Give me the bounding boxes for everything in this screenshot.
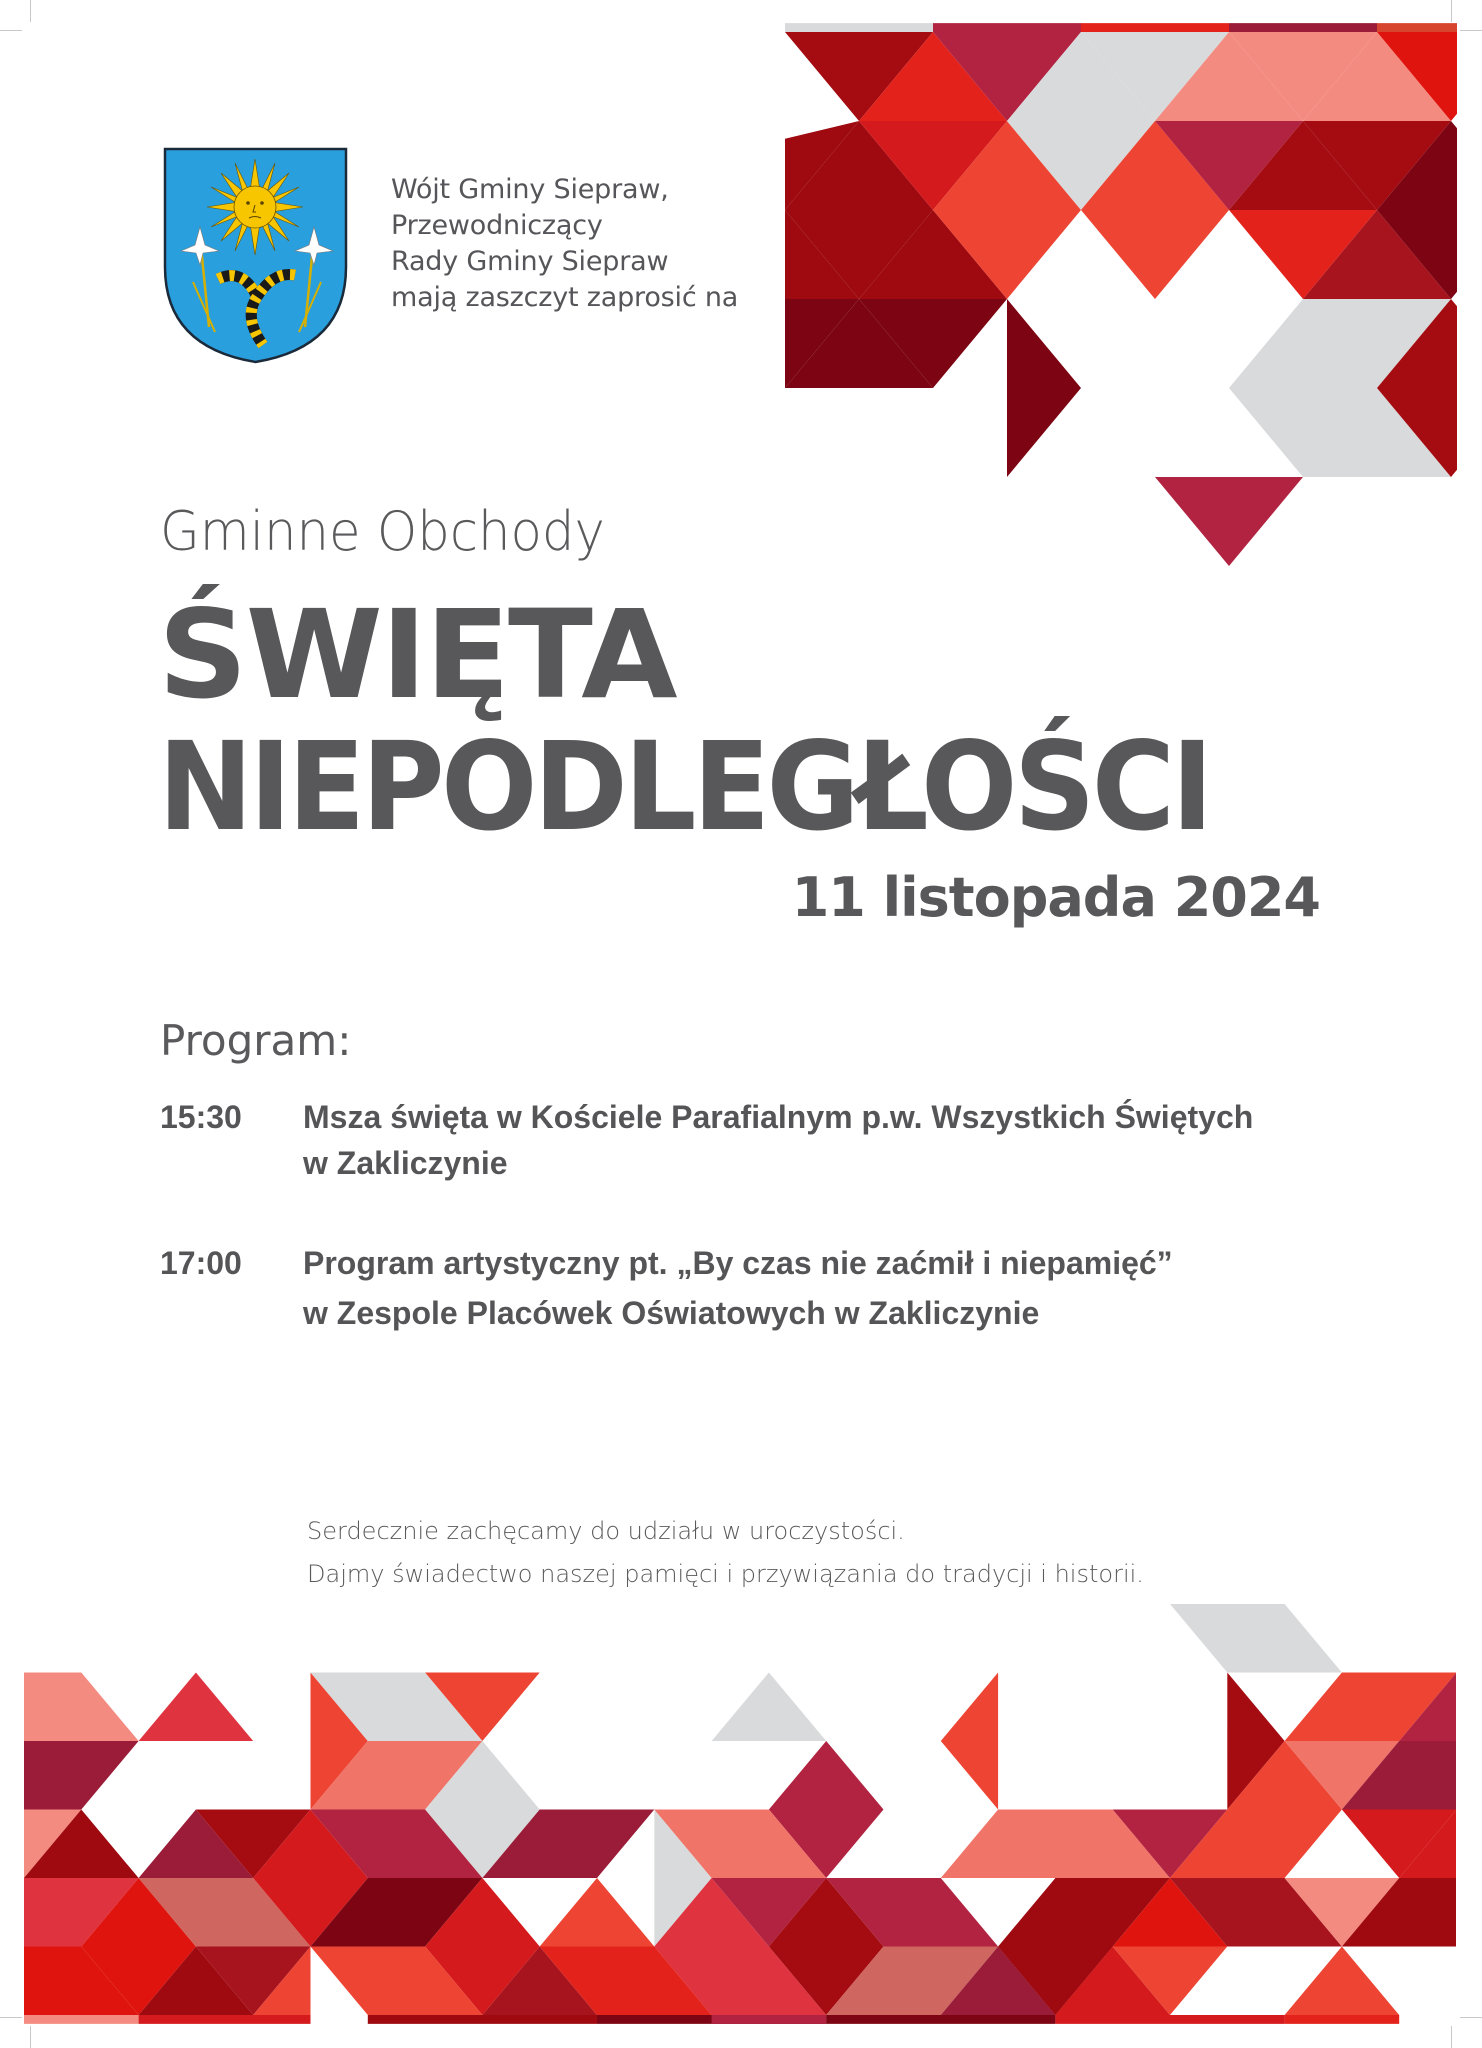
mosaic-triangle — [826, 2015, 1055, 2024]
mosaic-triangle — [1342, 1741, 1482, 1810]
mosaic-triangle — [1229, 299, 1451, 477]
crop-mark-tl-v — [30, 0, 31, 22]
mosaic-triangle — [1229, 32, 1377, 121]
mosaic-triangle — [1007, 32, 1155, 121]
mosaic-triangle — [941, 1810, 1170, 1879]
program-item-line: Program artystyczny pt. „By czas nie zaćmił i niepamięć” — [303, 1245, 1173, 1281]
mosaic-triangle — [311, 1673, 368, 1810]
mosaic-triangle — [1399, 1810, 1482, 1879]
mosaic-triangle — [1170, 1810, 1342, 1879]
mosaic-triangle — [139, 1673, 254, 1742]
mosaic-triangle — [1342, 1878, 1482, 1947]
mosaic-triangle — [1055, 2015, 1284, 2024]
event-date: 11 listopada 2024 — [791, 866, 1320, 929]
mosaic-triangle — [941, 1947, 1056, 2016]
mosaic-triangle — [196, 1947, 311, 2016]
mosaic-triangle — [933, 32, 1081, 121]
mosaic-triangle — [941, 1673, 998, 1810]
program-item-description — [303, 1094, 1253, 1186]
mosaic-triangle — [785, 210, 933, 299]
invitation-line: Rady Gminy Siepraw — [391, 246, 669, 277]
mosaic-triangle — [785, 299, 859, 388]
mosaic-triangle — [1155, 121, 1303, 210]
mosaic-triangle — [139, 1878, 311, 1947]
event-subtitle: Gminne Obchody — [160, 500, 605, 563]
mosaic-triangle — [826, 1947, 998, 2016]
mosaic-triangle — [654, 1810, 711, 1947]
mosaic-triangle — [785, 23, 933, 32]
mosaic-triangle — [769, 1878, 884, 2015]
mosaic-triangle — [1227, 1741, 1342, 1810]
mosaic-triangle — [1081, 210, 1229, 299]
program-heading: Program: — [160, 1016, 352, 1065]
mosaic-triangle — [311, 1878, 483, 1947]
mosaic-triangle — [859, 210, 1007, 299]
program-item-time: 15:30 — [160, 1099, 242, 1135]
event-title-line-1: ŚWIĘTA — [158, 584, 676, 726]
mosaic-triangle — [1113, 1878, 1228, 1947]
program-item-line: w Zakliczynie — [303, 1145, 508, 1181]
program-item-line: w Zespole Placówek Oświatowych w Zakliczynie — [303, 1295, 1040, 1331]
mosaic-triangle — [482, 1947, 597, 2016]
invitation-line: mają zaszczyt zaprosić na — [391, 282, 739, 313]
mosaic-triangle — [1170, 1878, 1342, 1947]
mosaic-triangle — [425, 1878, 540, 2015]
mosaic-triangle — [1377, 121, 1482, 210]
crop-mark-tr-v — [1451, 0, 1452, 22]
mosaic-triangle — [540, 1878, 655, 1947]
mosaic-triangle — [859, 299, 1007, 388]
program-item-time: 17:00 — [160, 1245, 242, 1281]
mosaic-triangle — [1285, 1947, 1400, 2016]
mosaic-triangle — [1229, 121, 1377, 210]
mosaic-triangle — [139, 2015, 311, 2024]
mosaic-triangle — [1055, 1947, 1170, 2016]
mosaic-triangle — [785, 299, 933, 388]
mosaic-triangle — [712, 1878, 827, 1947]
mosaic-triangle — [368, 2015, 597, 2024]
mosaic-triangle — [1377, 299, 1482, 477]
mosaic-triangle — [139, 1810, 254, 1879]
invitation-line: Przewodniczący — [391, 210, 603, 241]
mosaic-triangle — [826, 1878, 998, 1947]
mosaic-triangle — [712, 2015, 827, 2024]
mosaic-triangle — [1342, 1810, 1457, 1879]
mosaic-triangle — [253, 1810, 368, 1879]
mosaic-triangle — [1081, 121, 1229, 210]
mosaic-triangle — [769, 1741, 884, 1878]
mosaic-triangle — [1399, 1673, 1482, 1742]
mosaic-triangle — [24, 1947, 139, 2016]
mosaic-triangle — [859, 32, 1007, 121]
mosaic-triangle — [1303, 210, 1451, 299]
mosaic-triangle — [785, 32, 933, 121]
mosaic-triangle — [1303, 121, 1451, 210]
mosaic-triangle — [1155, 32, 1303, 121]
mosaic-triangle — [482, 1810, 654, 1879]
mosaic-triangle — [1229, 23, 1377, 32]
mosaic-triangle — [654, 1878, 826, 2015]
closing-note — [307, 1510, 1144, 1596]
closing-note-line: Serdecznie zachęcamy do udziału w uroczystości. — [307, 1517, 905, 1545]
crop-mark-tl-h — [0, 30, 22, 31]
sun-icon — [207, 159, 303, 255]
mosaic-triangle — [311, 1741, 483, 1810]
program-item-description — [303, 1240, 1173, 1336]
crop-mark-bl-h — [0, 2017, 22, 2018]
mosaic-triangle — [253, 1878, 368, 1947]
mosaic-triangle — [933, 121, 1081, 210]
mosaic-triangle — [1285, 1741, 1400, 1810]
mosaic-triangle — [1285, 1673, 1457, 1742]
mosaic-triangle — [1081, 32, 1229, 121]
mosaic-triangle — [1285, 1878, 1400, 1947]
crop-mark-br-h — [1460, 2017, 1482, 2018]
mosaic-triangle — [785, 121, 859, 210]
program-item-line: Msza święta w Kościele Parafialnym p.w. Wszystkich Świętych — [303, 1099, 1254, 1135]
mosaic-triangle — [1155, 477, 1303, 566]
invitation-line: Wójt Gminy Siepraw, — [391, 174, 669, 205]
mosaic-triangle — [785, 121, 933, 210]
mosaic-triangle — [785, 210, 859, 299]
mosaic-triangle — [597, 2015, 826, 2024]
mosaic-triangle — [1081, 23, 1229, 32]
mosaic-triangle — [81, 1878, 196, 2015]
crop-mark-br-v — [1451, 2026, 1452, 2048]
mosaic-triangle — [1377, 210, 1482, 299]
event-title-line-2: NIEPODLEGŁOŚCI — [158, 716, 1210, 858]
mosaic-triangle — [311, 1673, 483, 1742]
mosaic-triangle — [1007, 299, 1081, 477]
mosaic-triangle — [1227, 1673, 1284, 1810]
mosaic-triangle — [1113, 1947, 1228, 2016]
mosaic-triangle — [540, 1947, 712, 2016]
mosaic-triangle — [1113, 1810, 1228, 1879]
mosaic-triangle — [253, 1947, 310, 2016]
mosaic-triangle — [1285, 2015, 1400, 2024]
invitation-text — [391, 172, 738, 316]
mosaic-triangle — [24, 2015, 139, 2024]
mosaic-triangle — [933, 23, 1081, 32]
coat-of-arms-icon — [163, 147, 348, 364]
mosaic-triangle — [998, 1878, 1170, 2015]
mosaic-triangle — [654, 1810, 826, 1879]
mosaic-triangle — [196, 1810, 311, 1879]
mosaic-triangle — [998, 1947, 1113, 2016]
crop-mark-bl-v — [30, 2026, 31, 2048]
crop-mark-tr-h — [1460, 30, 1482, 31]
mosaic-triangle — [24, 1878, 139, 1947]
mosaic-triangle — [712, 1673, 827, 1742]
mosaic-triangle — [859, 121, 1007, 210]
closing-note-line: Dajmy świadectwo naszej pamięci i przywiązania do tradycji i historii. — [307, 1560, 1144, 1588]
mosaic-triangle — [24, 1810, 81, 1879]
mosaic-triangle — [139, 1947, 254, 2016]
mosaic-triangle — [1377, 32, 1482, 121]
mosaic-triangle — [24, 1741, 139, 1810]
mosaic-triangle — [1229, 210, 1377, 299]
mosaic-triangle — [24, 1810, 139, 1879]
mosaic-triangle — [24, 1673, 139, 1742]
mosaic-triangle — [1170, 1604, 1342, 1673]
mosaic-triangle — [311, 1947, 483, 2016]
mosaic-triangle — [425, 1741, 540, 1878]
mosaic-triangle — [1007, 121, 1155, 210]
mosaic-triangle — [425, 1673, 540, 1742]
mosaic-triangle — [311, 1810, 483, 1879]
mosaic-triangle — [933, 210, 1081, 299]
mosaic-triangle — [1303, 32, 1451, 121]
